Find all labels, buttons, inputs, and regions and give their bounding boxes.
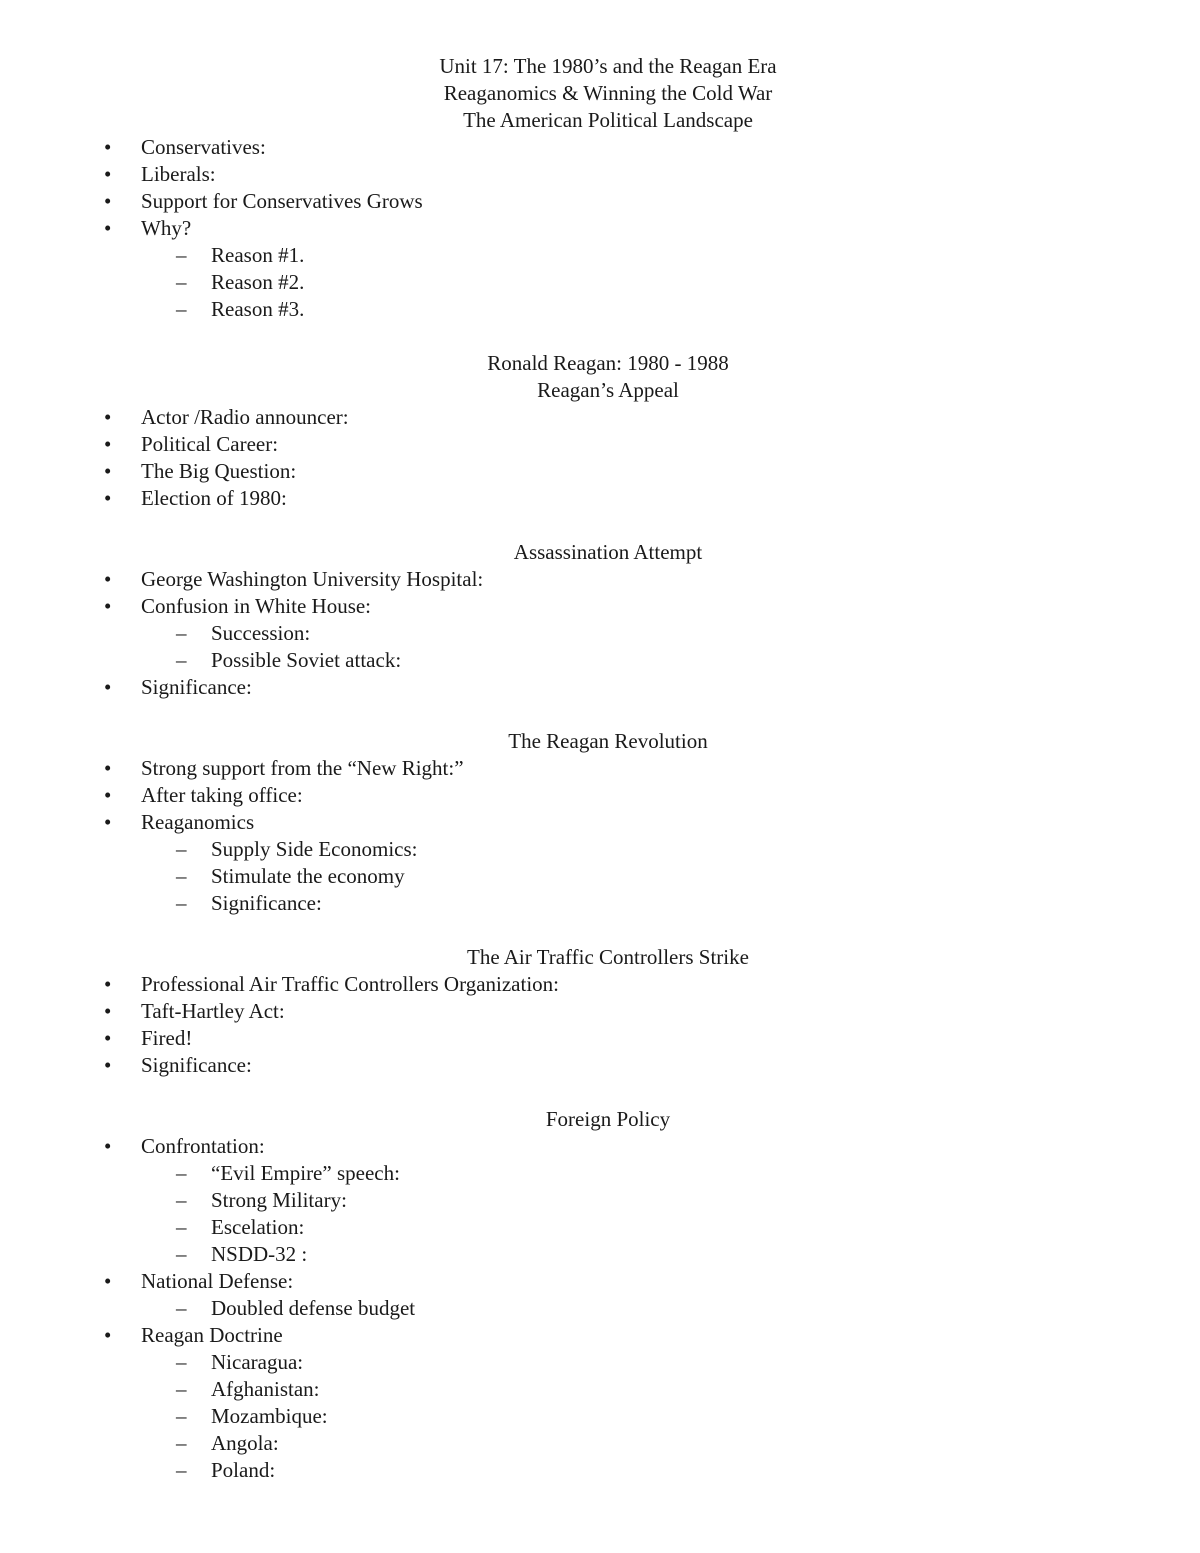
- list-item-text: Strong support from the “New Right:”: [141, 756, 464, 780]
- document-content: [0, 53, 1200, 1484]
- section-heading: Foreign Policy: [545, 1107, 671, 1131]
- bullet-icon: •: [104, 486, 112, 510]
- list-item: [0, 1025, 1200, 1052]
- bullet-icon: •: [104, 1323, 112, 1347]
- list-item-text: Confusion in White House:: [141, 594, 372, 618]
- sub-list-item: [0, 1349, 1200, 1376]
- bullet-icon: •: [104, 1269, 112, 1293]
- list-item: [0, 404, 1200, 431]
- sub-list-item: [0, 647, 1200, 674]
- bullet-list: [0, 404, 1200, 512]
- section-heading: Reaganomics & Winning the Cold War: [443, 81, 773, 105]
- dash-icon: –: [176, 1188, 187, 1212]
- sub-list-item-text: “Evil Empire” speech:: [211, 1161, 400, 1185]
- dash-icon: –: [176, 297, 187, 321]
- section: [0, 350, 1200, 512]
- bullet-icon: •: [104, 189, 112, 213]
- sub-list: [141, 242, 1200, 323]
- list-item: [0, 1268, 1200, 1322]
- sub-list-item-text: Nicaragua:: [211, 1350, 304, 1374]
- section-heading: Reagan’s Appeal: [537, 378, 679, 402]
- sub-list-item-text: Escelation:: [211, 1215, 305, 1239]
- list-item-text: Conservatives:: [141, 135, 266, 159]
- bullet-list: [0, 971, 1200, 1079]
- dash-icon: –: [176, 1350, 187, 1374]
- sub-list-item-text: Angola:: [211, 1431, 279, 1455]
- dash-icon: –: [176, 1431, 187, 1455]
- sub-list-item-text: Significance:: [211, 891, 322, 915]
- list-item: [0, 188, 1200, 215]
- bullet-icon: •: [104, 810, 112, 834]
- list-item: [0, 1052, 1200, 1079]
- list-item-text: After taking office:: [141, 783, 303, 807]
- dash-icon: –: [176, 648, 187, 672]
- list-item-text: Taft-Hartley Act:: [141, 999, 285, 1023]
- list-item: [0, 998, 1200, 1025]
- list-item: [0, 674, 1200, 701]
- bullet-icon: •: [104, 675, 112, 699]
- sub-list-item-text: Possible Soviet attack:: [211, 648, 402, 672]
- list-item: [0, 1133, 1200, 1268]
- list-item: [0, 215, 1200, 323]
- bullet-icon: •: [104, 567, 112, 591]
- bullet-icon: •: [104, 162, 112, 186]
- sub-list-item: [0, 863, 1200, 890]
- sub-list: [141, 836, 1200, 917]
- list-item-text: Reagan Doctrine: [141, 1323, 283, 1347]
- section-heading: Ronald Reagan: 1980 - 1988: [487, 351, 729, 375]
- section-heading: The Reagan Revolution: [508, 729, 708, 753]
- list-item: [0, 458, 1200, 485]
- list-item-text: The Big Question:: [141, 459, 297, 483]
- sub-list-item: [0, 242, 1200, 269]
- section-heading: The Air Traffic Controllers Strike: [467, 945, 749, 969]
- page-title: Unit 17: The 1980’s and the Reagan Era: [439, 54, 777, 78]
- list-item-text: National Defense:: [141, 1269, 294, 1293]
- list-item-text: George Washington University Hospital:: [141, 567, 484, 591]
- dash-icon: –: [176, 270, 187, 294]
- bullet-icon: •: [104, 1026, 112, 1050]
- sub-list-item-text: Reason #3.: [211, 297, 305, 321]
- list-item-text: Support for Conservatives Grows: [141, 189, 423, 213]
- sub-list-item-text: Strong Military:: [211, 1188, 347, 1212]
- section-heading: Assassination Attempt: [513, 540, 703, 564]
- list-item-text: Significance:: [141, 1053, 252, 1077]
- sub-list-item-text: Reason #1.: [211, 243, 305, 267]
- sub-list-item-text: Supply Side Economics:: [211, 837, 418, 861]
- dash-icon: –: [176, 1242, 187, 1266]
- dash-icon: –: [176, 621, 187, 645]
- list-item: [0, 755, 1200, 782]
- bullet-icon: •: [104, 216, 112, 240]
- bullet-icon: •: [104, 972, 112, 996]
- sub-list-item: [0, 1187, 1200, 1214]
- bullet-icon: •: [104, 405, 112, 429]
- sub-list-item-text: Stimulate the economy: [211, 864, 405, 888]
- sub-list-item: [0, 1295, 1200, 1322]
- sub-list-item: [0, 1430, 1200, 1457]
- bullet-icon: •: [104, 756, 112, 780]
- sub-list-item: [0, 890, 1200, 917]
- bullet-icon: •: [104, 1134, 112, 1158]
- list-item-text: Why?: [141, 216, 192, 240]
- bullet-list: [0, 134, 1200, 323]
- section: [0, 539, 1200, 701]
- sub-list-item: [0, 1160, 1200, 1187]
- sub-list-item-text: Afghanistan:: [211, 1377, 320, 1401]
- sub-list-item: [0, 1214, 1200, 1241]
- dash-icon: –: [176, 864, 187, 888]
- bullet-icon: •: [104, 999, 112, 1023]
- sub-list-item: [0, 269, 1200, 296]
- list-item-text: Significance:: [141, 675, 252, 699]
- dash-icon: –: [176, 1161, 187, 1185]
- sub-list-item: [0, 1457, 1200, 1484]
- bullet-icon: •: [104, 135, 112, 159]
- dash-icon: –: [176, 1458, 187, 1482]
- dash-icon: –: [176, 891, 187, 915]
- dash-icon: –: [176, 1296, 187, 1320]
- list-item: [0, 782, 1200, 809]
- sub-list-item-text: Doubled defense budget: [211, 1296, 416, 1320]
- section: [0, 728, 1200, 917]
- sub-list-item-text: Mozambique:: [211, 1404, 328, 1428]
- dash-icon: –: [176, 1215, 187, 1239]
- section: [0, 53, 1200, 323]
- list-item: [0, 809, 1200, 917]
- bullet-icon: •: [104, 432, 112, 456]
- list-item: [0, 1322, 1200, 1484]
- section: [0, 944, 1200, 1079]
- sub-list-item: [0, 1241, 1200, 1268]
- section-heading: The American Political Landscape: [463, 108, 753, 132]
- bullet-list: [0, 755, 1200, 917]
- bullet-icon: •: [104, 594, 112, 618]
- list-item: [0, 566, 1200, 593]
- list-item-text: Professional Air Traffic Controllers Organization:: [141, 972, 560, 996]
- sub-list-item: [0, 620, 1200, 647]
- list-item-text: Confrontation:: [141, 1134, 265, 1158]
- sub-list-item-text: NSDD-32 :: [211, 1242, 308, 1266]
- list-item: [0, 485, 1200, 512]
- sub-list-item: [0, 1376, 1200, 1403]
- section: [0, 1106, 1200, 1484]
- bullet-icon: •: [104, 1053, 112, 1077]
- sub-list-item: [0, 1403, 1200, 1430]
- dash-icon: –: [176, 837, 187, 861]
- bullet-icon: •: [104, 459, 112, 483]
- sub-list-item: [0, 296, 1200, 323]
- bullet-list: [0, 566, 1200, 701]
- list-item-text: Actor /Radio announcer:: [141, 405, 349, 429]
- list-item: [0, 431, 1200, 458]
- sub-list-item-text: Poland:: [211, 1458, 276, 1482]
- sub-list-item: [0, 836, 1200, 863]
- dash-icon: –: [176, 1404, 187, 1428]
- list-item-text: Election of 1980:: [141, 486, 287, 510]
- list-item-text: Liberals:: [141, 162, 216, 186]
- bullet-icon: •: [104, 783, 112, 807]
- bullet-list: [0, 1133, 1200, 1484]
- sub-list-item-text: Succession:: [211, 621, 311, 645]
- dash-icon: –: [176, 1377, 187, 1401]
- list-item-text: Reaganomics: [141, 810, 255, 834]
- sub-list: [141, 620, 1200, 674]
- sub-list: [141, 1295, 1200, 1322]
- sub-list: [141, 1160, 1200, 1268]
- sub-list-item-text: Reason #2.: [211, 270, 305, 294]
- list-item: [0, 161, 1200, 188]
- list-item: [0, 971, 1200, 998]
- list-item: [0, 593, 1200, 674]
- list-item: [0, 134, 1200, 161]
- list-item-text: Fired!: [141, 1026, 193, 1050]
- sub-list: [141, 1349, 1200, 1484]
- dash-icon: –: [176, 243, 187, 267]
- list-item-text: Political Career:: [141, 432, 279, 456]
